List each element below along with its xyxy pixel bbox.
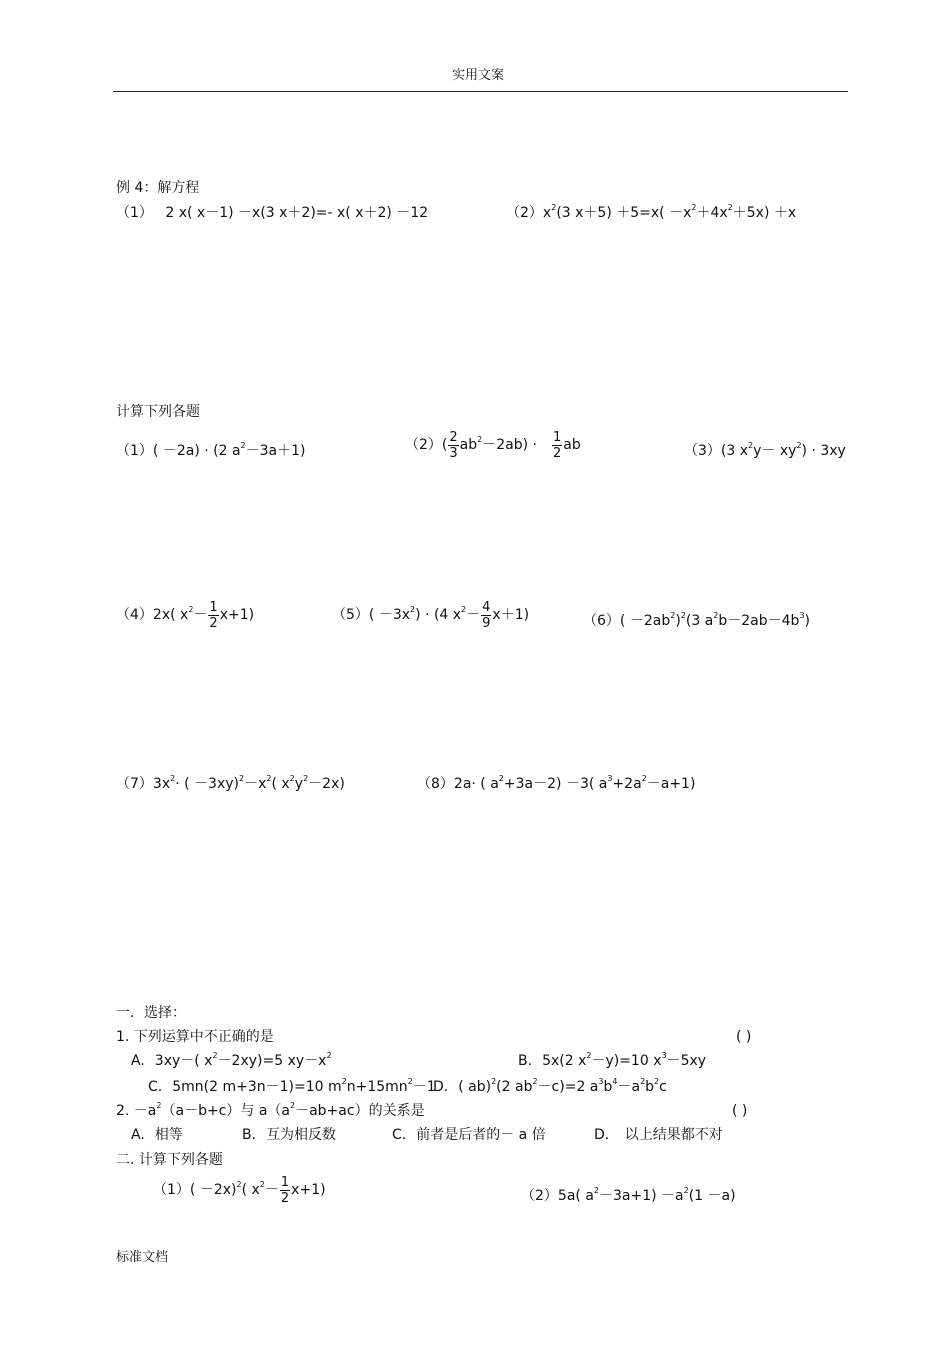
calc-problem-8: （8）2a· ( $a^2+3a-2) -3$( $a^3+2a^2-a+1$) [417, 774, 696, 792]
example-4-title: 例 4：解方程 [116, 180, 200, 196]
equation-label: （1） [116, 205, 153, 221]
calc-problem-3: （3）(3 $x^2y- xy^2) \cdot 3xy$ [684, 441, 846, 459]
question-1-answer-paren: ( ) [736, 1029, 752, 1045]
calc-section-title: 计算下列各题 [116, 404, 200, 420]
page-header-title: 实用文案 [452, 68, 505, 83]
question-2-answer-paren: ( ) [732, 1103, 748, 1119]
question-2-option-b: B. 互为相反数 [242, 1127, 337, 1143]
example-4-equation-1 [116, 206, 428, 220]
section-2-title: 二. 计算下列各题 [116, 1152, 223, 1168]
section-1-title: 一．选择： [116, 1005, 186, 1021]
question-2-option-c: C. 前者是后者的－ a 倍 [392, 1127, 546, 1143]
calc-problem-5: $(5)( -3x^2) \cdot (4$ $x^2-$ $\frac{4}{9}$ x＋1) [332, 599, 530, 631]
page-footer-label: 标准文档 [116, 1250, 169, 1265]
calc-problem-4: （4）2x( $x^2-$ $\frac{1}{2}$ x+1) [116, 599, 255, 631]
section-2-problem-1: $(1)( -2x)^2$( $x^2-$ $\frac{1}{2}$ x+1) [153, 1174, 326, 1206]
calc-problem-6: $(6)( -2ab^2)^2(3$ $a^2b-2ab-4b^3$) [583, 611, 810, 629]
fraction: $\frac{1}{2}$ [280, 1174, 290, 1206]
fraction: $\frac{1}{2}$ [552, 429, 562, 461]
header-rule [113, 91, 848, 92]
section-2-problem-2: （2）5a( $a^2-3a+1) -a^2(1 -a)$ [521, 1186, 736, 1204]
question-2-text: 2. $-a^2(a-b+c)$与 $a(a^2-ab+ac)$的关系是 [116, 1101, 425, 1119]
question-1-option-c: C. 5mn(2 m+3n－1)=10 $m^2n+15mn^2-1$ [148, 1077, 436, 1095]
equation-expression: 2 x( x－1) －x(3 x＋2)=- x( x＋2) －12 [165, 205, 429, 221]
calc-problem-7: $(7)3x^2\cdot$ ( $-3xy)^2-x^2$( $x^2y^2-2x$) [116, 774, 345, 792]
fraction: $\frac{4}{9}$ [482, 599, 491, 631]
question-2-option-a: A. 相等 [131, 1127, 183, 1143]
example-4-equation-2: $(2)x^2(3$ $x+5) +5=x( -x^2+4x^2+5x) +x$ [506, 203, 797, 221]
fraction: $\frac{2}{3}$ [449, 429, 458, 461]
calc-problem-2: （2）( $\frac{2}{3}$ $ab^2-2ab$) · $\frac{1}{2}$ ab [405, 429, 581, 461]
question-1-option-b: B. 5x(2 $x^2-y)=10$ $x^3-5xy$ [518, 1051, 707, 1069]
question-1-option-a: A. 3xy－( $x^2-2xy)=5$ $xy-x^2$ [131, 1051, 332, 1069]
fraction: $\frac{1}{2}$ [209, 599, 218, 631]
equation-label: （2） [506, 205, 543, 221]
calc-problem-1: （1）( －2a) · (2 $a^2-3a+1$) [116, 441, 306, 459]
question-1-text: 1. 下列运算中不正确的是 [116, 1029, 274, 1045]
question-2-option-d: D． 以上结果都不对 [594, 1127, 723, 1143]
question-1-option-d: D. ( ab)$^2$(2 $ab^2-c)=2$ $a^3b^4-a^2b^2c$ [433, 1077, 667, 1095]
